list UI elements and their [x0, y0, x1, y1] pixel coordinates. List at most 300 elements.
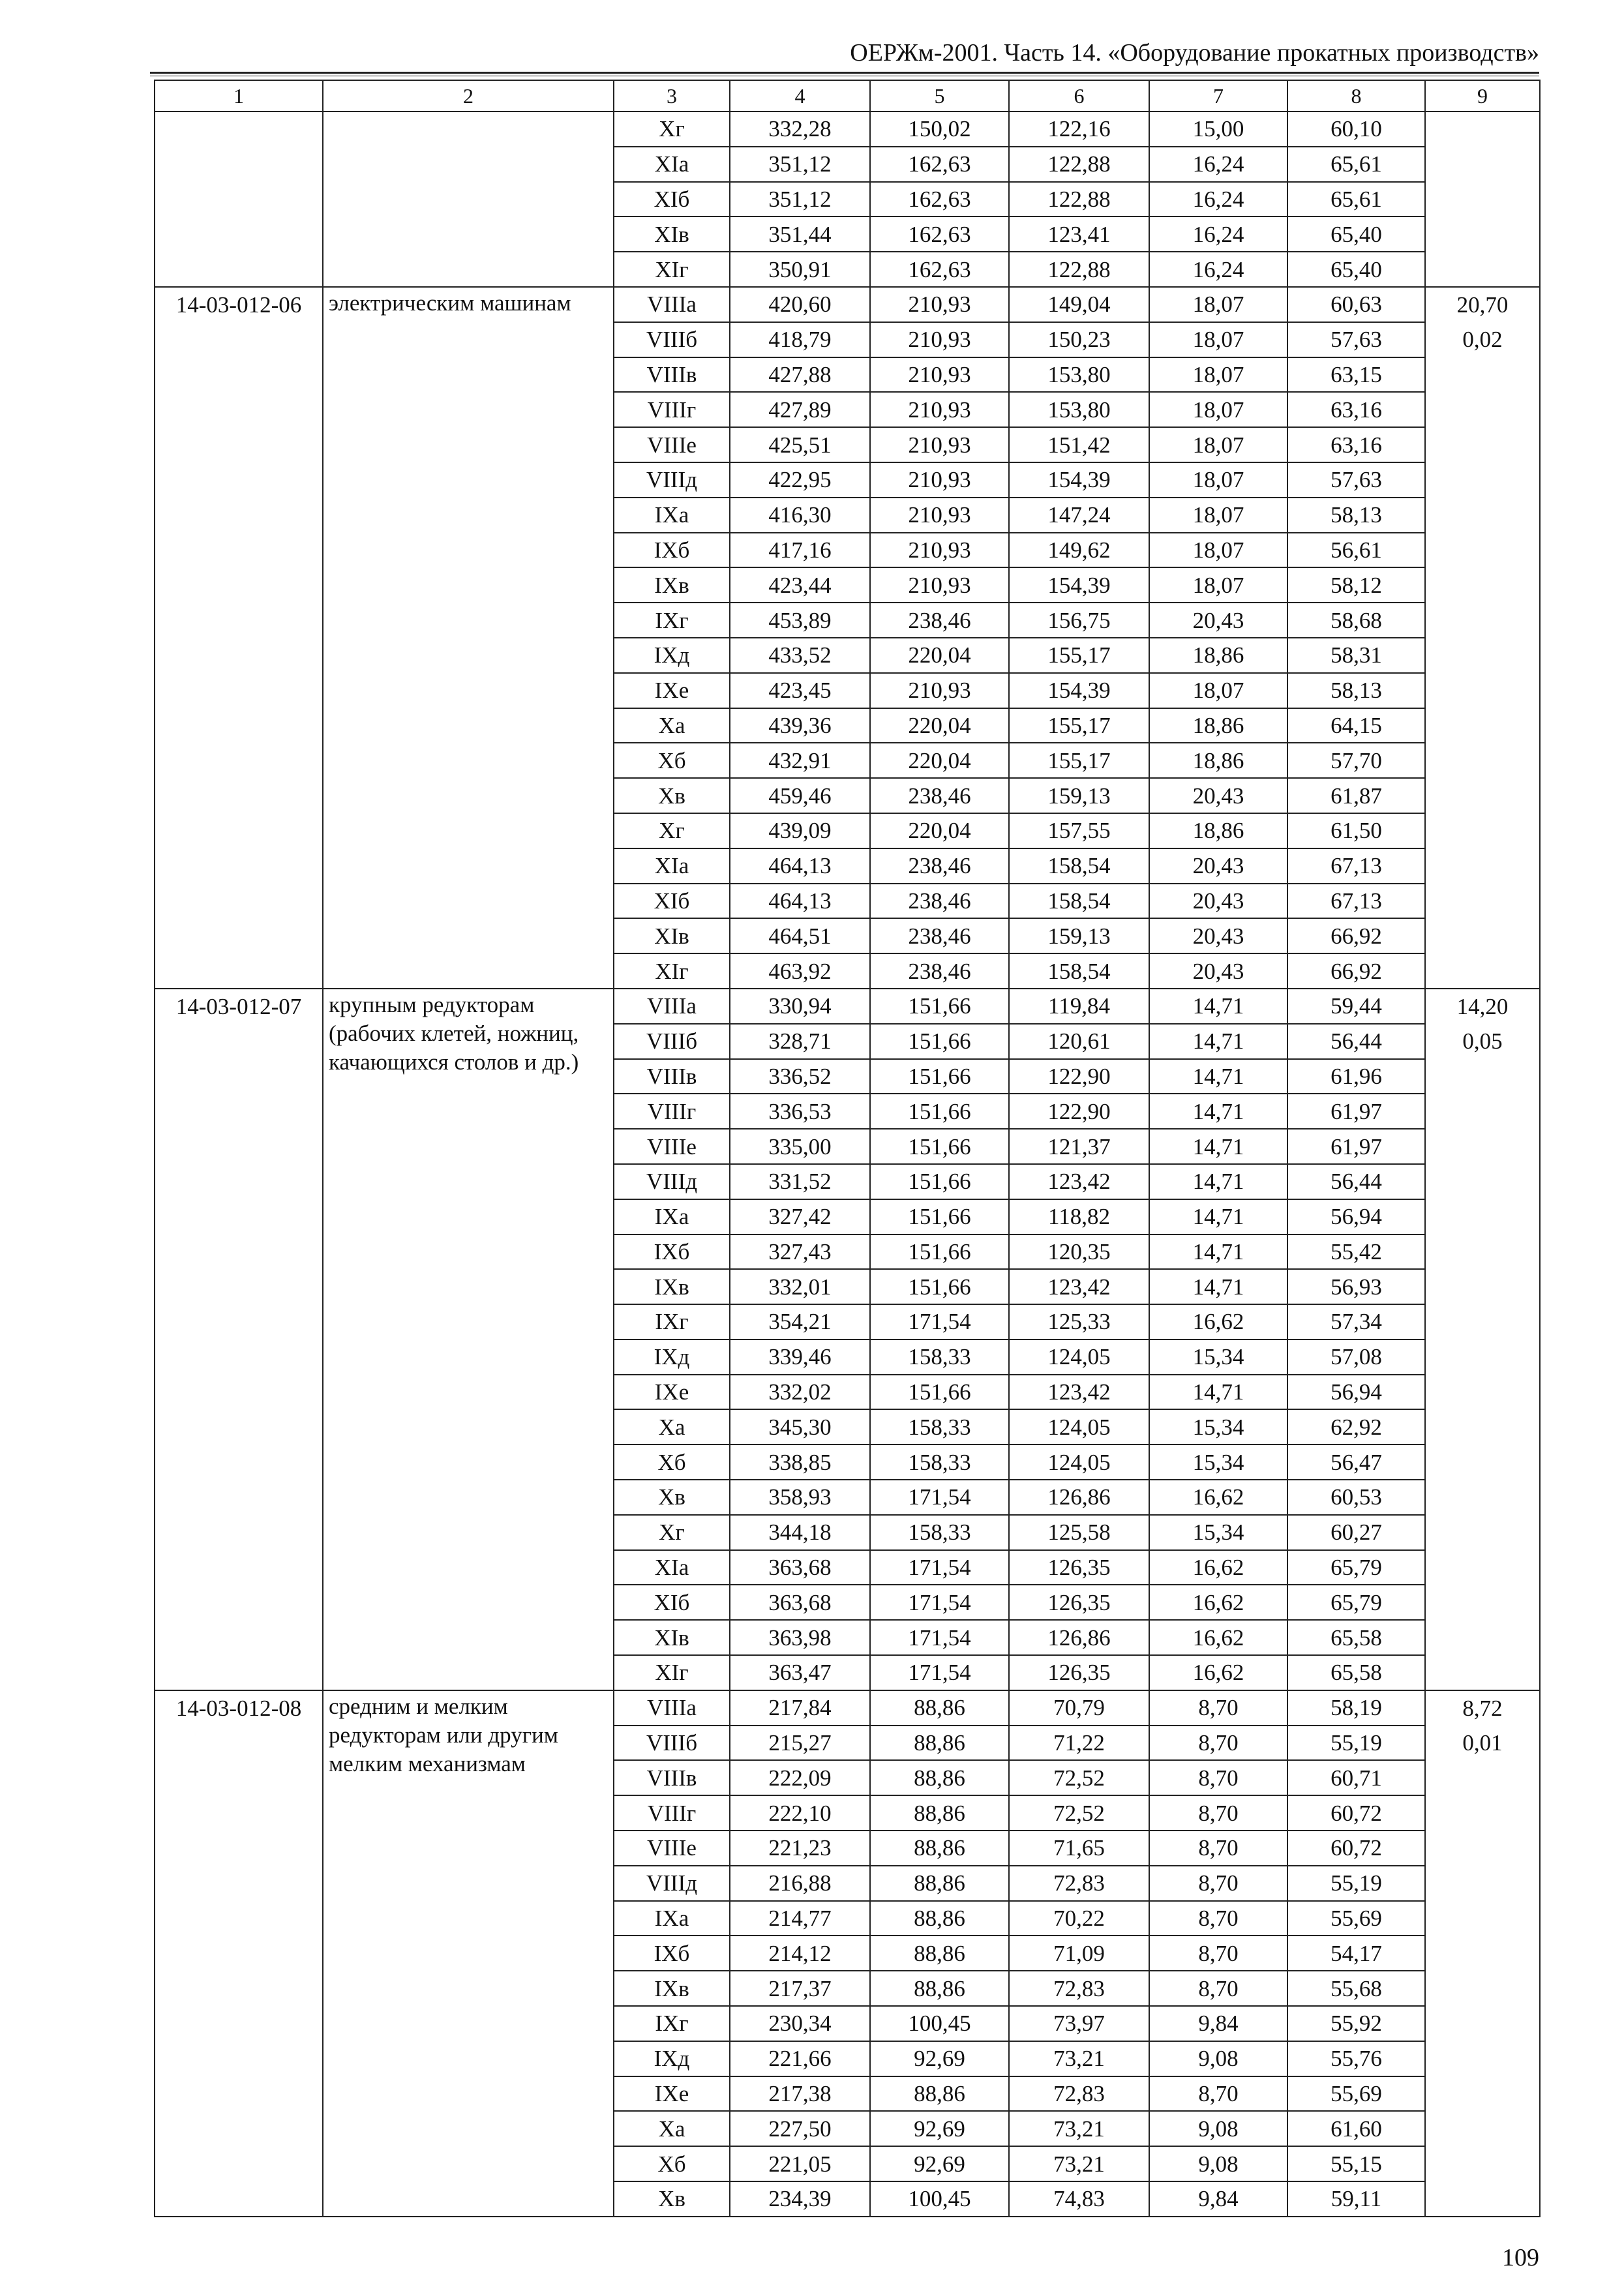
col4-value-cell: 464,51: [730, 918, 870, 953]
col7-value-cell: 14,71: [1149, 1129, 1287, 1164]
col4-value-cell: 350,91: [730, 252, 870, 287]
col5-value-cell: 100,45: [870, 2006, 1009, 2041]
col7-value-cell: 9,08: [1149, 2146, 1287, 2181]
col8-value-cell: 65,79: [1287, 1550, 1425, 1585]
col5-value-cell: 210,93: [870, 567, 1009, 603]
col5-value-cell: 151,66: [870, 1094, 1009, 1129]
col6-value-cell: 154,39: [1009, 462, 1149, 498]
row-index-cell: Xг: [614, 1515, 730, 1550]
col8-value-cell: 55,42: [1287, 1234, 1425, 1270]
col8-value-cell: 58,12: [1287, 567, 1425, 603]
col6-value-cell: 123,42: [1009, 1269, 1149, 1304]
col4-value-cell: 332,28: [730, 112, 870, 147]
col7-value-cell: 14,71: [1149, 1375, 1287, 1410]
col4-value-cell: 327,43: [730, 1234, 870, 1270]
col4-value-cell: 351,12: [730, 147, 870, 182]
row-index-cell: IXб: [614, 1936, 730, 1971]
col6-value-cell: 122,90: [1009, 1059, 1149, 1094]
col8-value-cell: 55,92: [1287, 2006, 1425, 2041]
row-index-cell: VIIIе: [614, 1831, 730, 1866]
col7-value-cell: 16,62: [1149, 1304, 1287, 1339]
col6-value-cell: 72,83: [1009, 2076, 1149, 2112]
row-index-cell: XIв: [614, 217, 730, 252]
col7-value-cell: 18,07: [1149, 673, 1287, 708]
col5-value-cell: 88,86: [870, 1831, 1009, 1866]
col6-value-cell: 71,65: [1009, 1831, 1149, 1866]
col8-value-cell: 65,40: [1287, 252, 1425, 287]
row-index-cell: Xг: [614, 813, 730, 848]
col6-value-cell: 123,41: [1009, 217, 1149, 252]
col7-value-cell: 20,43: [1149, 918, 1287, 953]
col4-value-cell: 463,92: [730, 953, 870, 989]
col4-value-cell: 345,30: [730, 1409, 870, 1444]
col6-value-cell: 157,55: [1009, 813, 1149, 848]
row-index-cell: XIб: [614, 884, 730, 919]
row-index-cell: VIIIе: [614, 1129, 730, 1164]
col9-value: 0,05: [1462, 1028, 1503, 1054]
row-index-cell: VIIIа: [614, 989, 730, 1024]
row-index-cell: IXе: [614, 1375, 730, 1410]
col8-value-cell: 60,10: [1287, 112, 1425, 147]
col6-value-cell: 126,86: [1009, 1480, 1149, 1515]
col6-value-cell: 121,37: [1009, 1129, 1149, 1164]
col4-value-cell: 221,05: [730, 2146, 870, 2181]
col7-value-cell: 18,86: [1149, 708, 1287, 743]
col5-value-cell: 92,69: [870, 2111, 1009, 2146]
row-index-cell: IXв: [614, 1971, 730, 2006]
col6-value-cell: 153,80: [1009, 357, 1149, 393]
row-index-cell: Xб: [614, 1444, 730, 1480]
col4-value-cell: 351,12: [730, 182, 870, 217]
col4-value-cell: 338,85: [730, 1444, 870, 1480]
col5-value-cell: 171,54: [870, 1304, 1009, 1339]
col6-value-cell: 151,42: [1009, 427, 1149, 462]
col4-value-cell: 335,00: [730, 1129, 870, 1164]
col6-value-cell: 118,82: [1009, 1199, 1149, 1234]
col6-value-cell: 124,05: [1009, 1409, 1149, 1444]
row-index-cell: Xв: [614, 778, 730, 813]
row-index-cell: XIг: [614, 953, 730, 989]
row-index-cell: VIIIг: [614, 1795, 730, 1831]
col4-value-cell: 332,01: [730, 1269, 870, 1304]
col5-value-cell: 210,93: [870, 322, 1009, 357]
row-index-cell: XIа: [614, 147, 730, 182]
col9-cell: [1425, 112, 1540, 287]
row-index-cell: Xа: [614, 708, 730, 743]
col8-value-cell: 57,63: [1287, 462, 1425, 498]
col8-value-cell: 65,58: [1287, 1620, 1425, 1655]
row-index-cell: IXг: [614, 2006, 730, 2041]
col6-value-cell: 120,61: [1009, 1024, 1149, 1059]
col7-value-cell: 16,62: [1149, 1550, 1287, 1585]
column-number-cell: 5: [870, 80, 1009, 112]
col6-value-cell: 72,52: [1009, 1795, 1149, 1831]
col7-value-cell: 18,07: [1149, 357, 1287, 393]
col8-value-cell: 57,63: [1287, 322, 1425, 357]
row-index-cell: VIIIд: [614, 1164, 730, 1199]
col6-value-cell: 155,17: [1009, 708, 1149, 743]
col7-value-cell: 14,71: [1149, 1094, 1287, 1129]
col8-value-cell: 57,34: [1287, 1304, 1425, 1339]
column-number-cell: 1: [155, 80, 323, 112]
col8-value-cell: 65,58: [1287, 1655, 1425, 1690]
row-index-cell: VIIIв: [614, 1059, 730, 1094]
col6-value-cell: 72,83: [1009, 1971, 1149, 2006]
col4-value-cell: 330,94: [730, 989, 870, 1024]
col5-value-cell: 92,69: [870, 2041, 1009, 2076]
table-row: [155, 1690, 1540, 1726]
col6-value-cell: 155,17: [1009, 638, 1149, 673]
col4-value-cell: 358,93: [730, 1480, 870, 1515]
col4-value-cell: 328,71: [730, 1024, 870, 1059]
row-index-cell: Xа: [614, 1409, 730, 1444]
col6-value-cell: 123,42: [1009, 1164, 1149, 1199]
col7-value-cell: 18,07: [1149, 533, 1287, 568]
col4-value-cell: 418,79: [730, 322, 870, 357]
col5-value-cell: 100,45: [870, 2181, 1009, 2217]
col4-value-cell: 344,18: [730, 1515, 870, 1550]
col5-value-cell: 88,86: [870, 1760, 1009, 1795]
col7-value-cell: 14,71: [1149, 989, 1287, 1024]
col8-value-cell: 66,92: [1287, 953, 1425, 989]
col5-value-cell: 210,93: [870, 357, 1009, 393]
col4-value-cell: 217,84: [730, 1690, 870, 1726]
col5-value-cell: 171,54: [870, 1480, 1009, 1515]
rate-code-cell: 14-03-012-07: [155, 989, 323, 1690]
row-index-cell: IXг: [614, 1304, 730, 1339]
col8-value-cell: 55,69: [1287, 2076, 1425, 2112]
col5-value-cell: 210,93: [870, 533, 1009, 568]
col6-value-cell: 74,83: [1009, 2181, 1149, 2217]
col6-value-cell: 70,79: [1009, 1690, 1149, 1726]
col7-value-cell: 14,71: [1149, 1269, 1287, 1304]
col6-value-cell: 126,35: [1009, 1550, 1149, 1585]
col4-value-cell: 432,91: [730, 743, 870, 778]
col5-value-cell: 210,93: [870, 462, 1009, 498]
col8-value-cell: 61,60: [1287, 2111, 1425, 2146]
column-number-cell: 2: [323, 80, 614, 112]
col7-value-cell: 18,86: [1149, 813, 1287, 848]
col5-value-cell: 220,04: [870, 708, 1009, 743]
row-index-cell: Xб: [614, 743, 730, 778]
col4-value-cell: 217,37: [730, 1971, 870, 2006]
row-index-cell: VIIIе: [614, 427, 730, 462]
col6-value-cell: 70,22: [1009, 1901, 1149, 1936]
col7-value-cell: 18,86: [1149, 638, 1287, 673]
col8-value-cell: 55,19: [1287, 1866, 1425, 1901]
col4-value-cell: 363,98: [730, 1620, 870, 1655]
header-rule: [150, 72, 1539, 74]
col6-value-cell: 73,21: [1009, 2111, 1149, 2146]
col8-value-cell: 63,15: [1287, 357, 1425, 393]
column-number-cell: 4: [730, 80, 870, 112]
row-index-cell: Xа: [614, 2111, 730, 2146]
col5-value-cell: 151,66: [870, 1269, 1009, 1304]
row-index-cell: IXд: [614, 638, 730, 673]
col8-value-cell: 61,87: [1287, 778, 1425, 813]
col4-value-cell: 336,53: [730, 1094, 870, 1129]
col7-value-cell: 8,70: [1149, 1831, 1287, 1866]
row-index-cell: VIIIа: [614, 1690, 730, 1726]
col7-value-cell: 20,43: [1149, 603, 1287, 638]
col4-value-cell: 227,50: [730, 2111, 870, 2146]
col8-value-cell: 57,70: [1287, 743, 1425, 778]
col4-value-cell: 214,77: [730, 1901, 870, 1936]
col4-value-cell: 221,23: [730, 1831, 870, 1866]
column-number-cell: 8: [1287, 80, 1425, 112]
row-index-cell: XIб: [614, 182, 730, 217]
col5-value-cell: 151,66: [870, 1024, 1009, 1059]
col8-value-cell: 60,63: [1287, 287, 1425, 322]
col6-value-cell: 125,58: [1009, 1515, 1149, 1550]
col8-value-cell: 57,08: [1287, 1339, 1425, 1375]
col8-value-cell: 55,76: [1287, 2041, 1425, 2076]
col8-value-cell: 65,40: [1287, 217, 1425, 252]
col4-value-cell: 363,68: [730, 1550, 870, 1585]
col6-value-cell: 149,04: [1009, 287, 1149, 322]
col8-value-cell: 63,16: [1287, 427, 1425, 462]
col4-value-cell: 214,12: [730, 1936, 870, 1971]
col4-value-cell: 230,34: [730, 2006, 870, 2041]
col8-value-cell: 59,11: [1287, 2181, 1425, 2217]
col7-value-cell: 9,84: [1149, 2006, 1287, 2041]
row-index-cell: IXв: [614, 1269, 730, 1304]
col7-value-cell: 18,07: [1149, 462, 1287, 498]
col8-value-cell: 56,44: [1287, 1024, 1425, 1059]
col9-value: 8,72: [1462, 1695, 1503, 1721]
col5-value-cell: 88,86: [870, 1866, 1009, 1901]
col8-value-cell: 60,72: [1287, 1795, 1425, 1831]
col9-cell: [1425, 1690, 1540, 2217]
col8-value-cell: 56,47: [1287, 1444, 1425, 1480]
col5-value-cell: 88,86: [870, 1690, 1009, 1726]
col7-value-cell: 14,71: [1149, 1024, 1287, 1059]
col8-value-cell: 55,68: [1287, 1971, 1425, 2006]
col7-value-cell: 8,70: [1149, 1690, 1287, 1726]
row-index-cell: IXа: [614, 1199, 730, 1234]
col8-value-cell: 56,93: [1287, 1269, 1425, 1304]
col8-value-cell: 60,72: [1287, 1831, 1425, 1866]
col5-value-cell: 88,86: [870, 1726, 1009, 1761]
col4-value-cell: 464,13: [730, 848, 870, 884]
col7-value-cell: 9,08: [1149, 2111, 1287, 2146]
col5-value-cell: 88,86: [870, 1971, 1009, 2006]
col5-value-cell: 88,86: [870, 2076, 1009, 2112]
rate-description-cell: [323, 112, 614, 287]
col5-value-cell: 151,66: [870, 1129, 1009, 1164]
col8-value-cell: 58,13: [1287, 498, 1425, 533]
col7-value-cell: 8,70: [1149, 1936, 1287, 1971]
col7-value-cell: 14,71: [1149, 1164, 1287, 1199]
col4-value-cell: 417,16: [730, 533, 870, 568]
col7-value-cell: 16,24: [1149, 217, 1287, 252]
col4-value-cell: 217,38: [730, 2076, 870, 2112]
col8-value-cell: 54,17: [1287, 1936, 1425, 1971]
col5-value-cell: 162,63: [870, 147, 1009, 182]
col4-value-cell: 336,52: [730, 1059, 870, 1094]
row-index-cell: VIIIд: [614, 462, 730, 498]
col5-value-cell: 158,33: [870, 1339, 1009, 1375]
col5-value-cell: 238,46: [870, 603, 1009, 638]
col5-value-cell: 171,54: [870, 1585, 1009, 1620]
col4-value-cell: 439,09: [730, 813, 870, 848]
col6-value-cell: 124,05: [1009, 1339, 1149, 1375]
col6-value-cell: 154,39: [1009, 673, 1149, 708]
row-index-cell: XIв: [614, 1620, 730, 1655]
col5-value-cell: 151,66: [870, 989, 1009, 1024]
col5-value-cell: 151,66: [870, 1375, 1009, 1410]
col8-value-cell: 67,13: [1287, 884, 1425, 919]
col7-value-cell: 20,43: [1149, 884, 1287, 919]
col8-value-cell: 58,19: [1287, 1690, 1425, 1726]
col4-value-cell: 439,36: [730, 708, 870, 743]
col7-value-cell: 9,08: [1149, 2041, 1287, 2076]
column-number-cell: 9: [1425, 80, 1540, 112]
col8-value-cell: 59,44: [1287, 989, 1425, 1024]
col5-value-cell: 210,93: [870, 673, 1009, 708]
col5-value-cell: 238,46: [870, 953, 1009, 989]
col6-value-cell: 126,86: [1009, 1620, 1149, 1655]
row-index-cell: IXд: [614, 1339, 730, 1375]
col6-value-cell: 122,88: [1009, 182, 1149, 217]
table-row: [155, 287, 1540, 322]
page-number: 109: [1502, 2244, 1539, 2271]
row-index-cell: IXб: [614, 1234, 730, 1270]
col5-value-cell: 210,93: [870, 498, 1009, 533]
col8-value-cell: 63,16: [1287, 392, 1425, 427]
col8-value-cell: 60,71: [1287, 1760, 1425, 1795]
col6-value-cell: 153,80: [1009, 392, 1149, 427]
col7-value-cell: 18,07: [1149, 427, 1287, 462]
row-index-cell: XIг: [614, 1655, 730, 1690]
col4-value-cell: 459,46: [730, 778, 870, 813]
col5-value-cell: 238,46: [870, 884, 1009, 919]
col6-value-cell: 71,09: [1009, 1936, 1149, 1971]
col8-value-cell: 67,13: [1287, 848, 1425, 884]
column-number-cell: 6: [1009, 80, 1149, 112]
col6-value-cell: 158,54: [1009, 884, 1149, 919]
col8-value-cell: 66,92: [1287, 918, 1425, 953]
row-index-cell: IXа: [614, 1901, 730, 1936]
col4-value-cell: 422,95: [730, 462, 870, 498]
row-index-cell: VIIIб: [614, 322, 730, 357]
col5-value-cell: 151,66: [870, 1234, 1009, 1270]
col5-value-cell: 220,04: [870, 743, 1009, 778]
col8-value-cell: 56,61: [1287, 533, 1425, 568]
col5-value-cell: 238,46: [870, 848, 1009, 884]
col4-value-cell: 427,89: [730, 392, 870, 427]
rate-code-cell: [155, 112, 323, 287]
col9-value: 14,20: [1456, 993, 1509, 1019]
col7-value-cell: 20,43: [1149, 953, 1287, 989]
col8-value-cell: 56,94: [1287, 1375, 1425, 1410]
col7-value-cell: 8,70: [1149, 1901, 1287, 1936]
col6-value-cell: 122,16: [1009, 112, 1149, 147]
column-number-cell: 3: [614, 80, 730, 112]
col8-value-cell: 61,50: [1287, 813, 1425, 848]
col6-value-cell: 154,39: [1009, 567, 1149, 603]
col6-value-cell: 126,35: [1009, 1655, 1149, 1690]
row-index-cell: XIа: [614, 848, 730, 884]
col6-value-cell: 119,84: [1009, 989, 1149, 1024]
col7-value-cell: 15,00: [1149, 112, 1287, 147]
col8-value-cell: 61,96: [1287, 1059, 1425, 1094]
col4-value-cell: 420,60: [730, 287, 870, 322]
col8-value-cell: 62,92: [1287, 1409, 1425, 1444]
col4-value-cell: 363,68: [730, 1585, 870, 1620]
col7-value-cell: 14,71: [1149, 1059, 1287, 1094]
col5-value-cell: 162,63: [870, 252, 1009, 287]
row-index-cell: Xв: [614, 1480, 730, 1515]
col5-value-cell: 210,93: [870, 427, 1009, 462]
col6-value-cell: 159,13: [1009, 918, 1149, 953]
row-index-cell: VIIIб: [614, 1024, 730, 1059]
col6-value-cell: 73,97: [1009, 2006, 1149, 2041]
row-index-cell: Xг: [614, 112, 730, 147]
col8-value-cell: 55,69: [1287, 1901, 1425, 1936]
row-index-cell: IXе: [614, 2076, 730, 2112]
row-index-cell: XIг: [614, 252, 730, 287]
col7-value-cell: 15,34: [1149, 1339, 1287, 1375]
col4-value-cell: 234,39: [730, 2181, 870, 2217]
col6-value-cell: 125,33: [1009, 1304, 1149, 1339]
col7-value-cell: 18,07: [1149, 567, 1287, 603]
col5-value-cell: 220,04: [870, 813, 1009, 848]
col5-value-cell: 88,86: [870, 1901, 1009, 1936]
col6-value-cell: 71,22: [1009, 1726, 1149, 1761]
col5-value-cell: 210,93: [870, 392, 1009, 427]
col7-value-cell: 18,86: [1149, 743, 1287, 778]
rate-code-cell: 14-03-012-08: [155, 1690, 323, 2217]
col5-value-cell: 158,33: [870, 1409, 1009, 1444]
row-index-cell: XIб: [614, 1585, 730, 1620]
col6-value-cell: 122,88: [1009, 252, 1149, 287]
col5-value-cell: 220,04: [870, 638, 1009, 673]
col9-cell: [1425, 989, 1540, 1690]
col8-value-cell: 65,79: [1287, 1585, 1425, 1620]
col6-value-cell: 72,83: [1009, 1866, 1149, 1901]
col4-value-cell: 221,66: [730, 2041, 870, 2076]
col4-value-cell: 332,02: [730, 1375, 870, 1410]
col9-cell: [1425, 287, 1540, 989]
col8-value-cell: 61,97: [1287, 1129, 1425, 1164]
row-index-cell: IXа: [614, 498, 730, 533]
column-number-cell: 7: [1149, 80, 1287, 112]
col4-value-cell: 423,45: [730, 673, 870, 708]
col7-value-cell: 8,70: [1149, 1726, 1287, 1761]
col5-value-cell: 158,33: [870, 1515, 1009, 1550]
page-header: ОЕРЖм-2001. Часть 14. «Оборудование прокатных производств»: [850, 39, 1539, 67]
col8-value-cell: 55,15: [1287, 2146, 1425, 2181]
col7-value-cell: 15,34: [1149, 1515, 1287, 1550]
col7-value-cell: 16,62: [1149, 1620, 1287, 1655]
col6-value-cell: 122,90: [1009, 1094, 1149, 1129]
col7-value-cell: 14,71: [1149, 1234, 1287, 1270]
row-index-cell: XIв: [614, 918, 730, 953]
row-index-cell: IXе: [614, 673, 730, 708]
col4-value-cell: 433,52: [730, 638, 870, 673]
row-index-cell: VIIIг: [614, 392, 730, 427]
col9-value: 0,01: [1462, 1729, 1503, 1756]
col8-value-cell: 65,61: [1287, 147, 1425, 182]
rate-description-cell: электрическим машинам: [323, 287, 614, 989]
col4-value-cell: 222,09: [730, 1760, 870, 1795]
col8-value-cell: 56,94: [1287, 1199, 1425, 1234]
table-row: [155, 989, 1540, 1024]
row-index-cell: VIIIв: [614, 357, 730, 393]
col5-value-cell: 171,54: [870, 1655, 1009, 1690]
col7-value-cell: 16,62: [1149, 1585, 1287, 1620]
